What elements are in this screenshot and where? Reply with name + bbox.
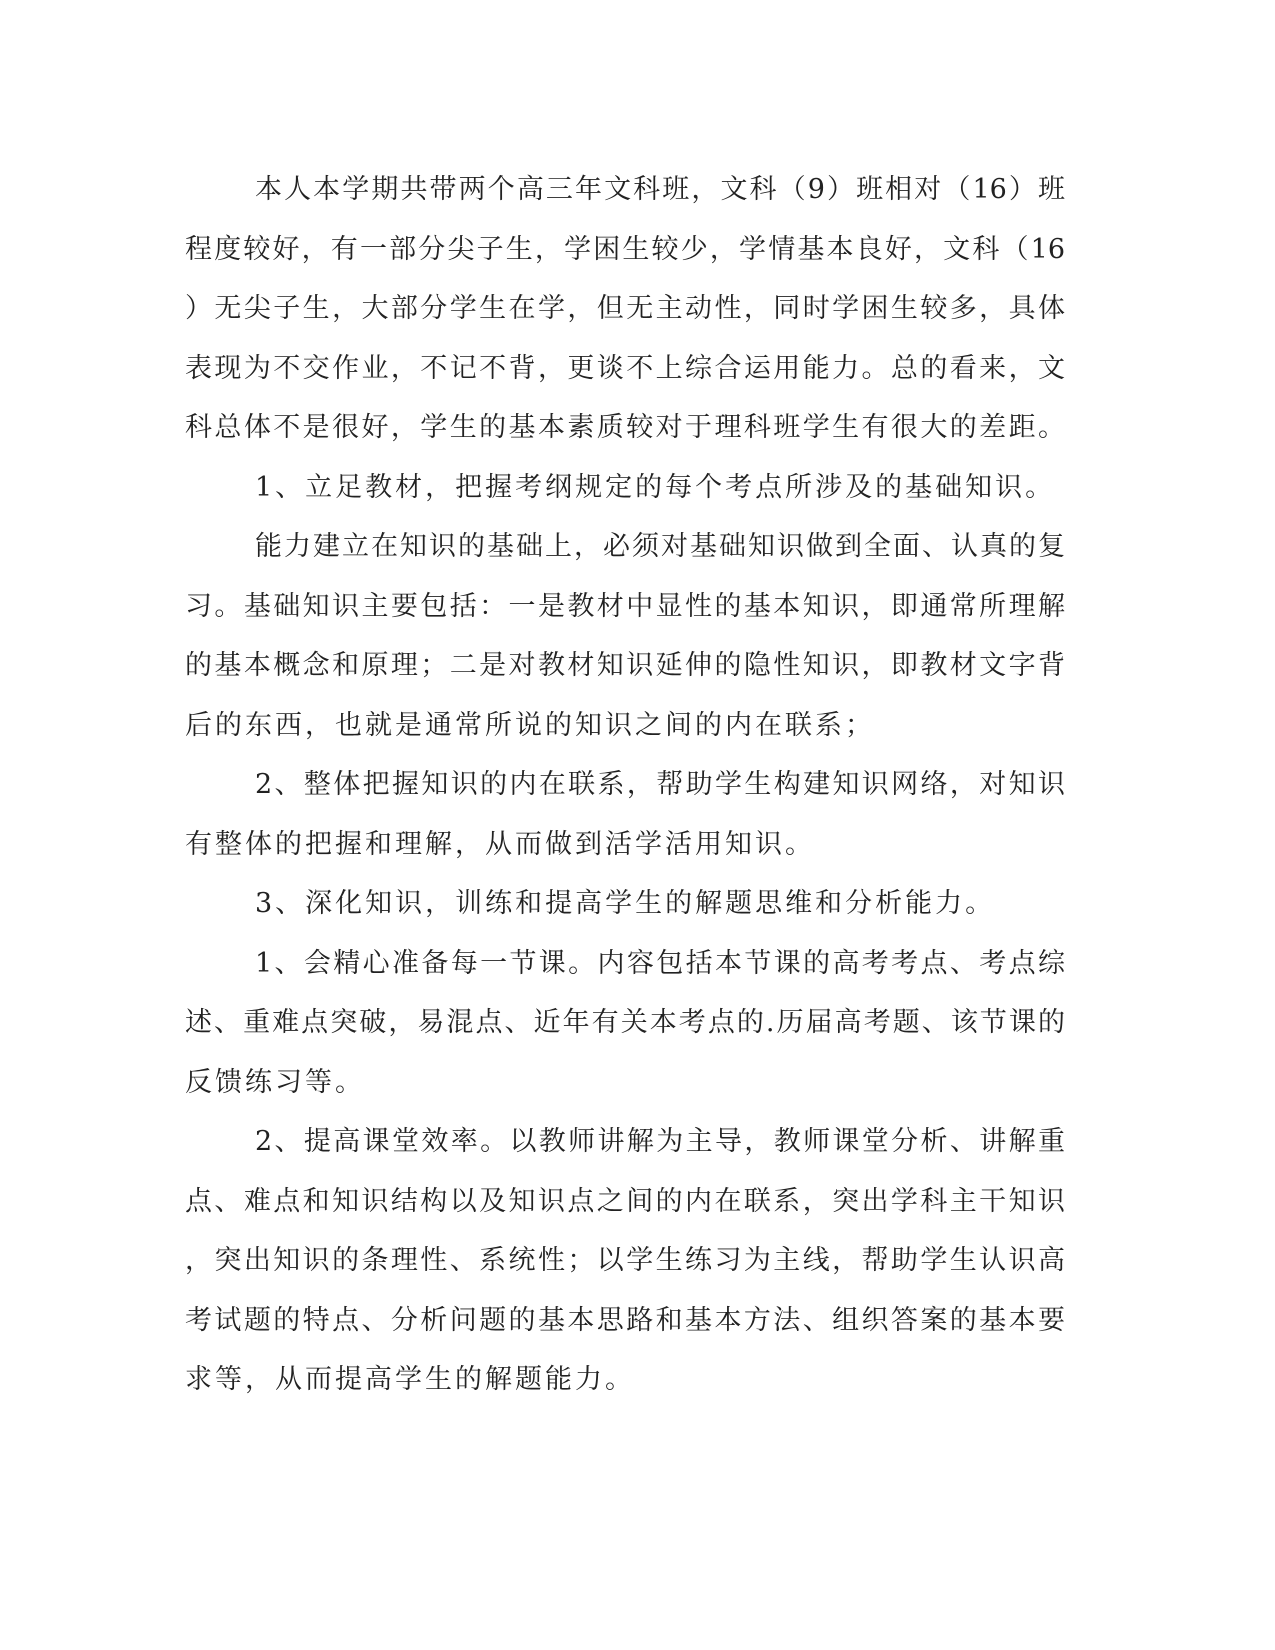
text-line: 述、重难点突破，易混点、近年有关本考点的.历届高考题、该节课的 <box>185 1007 1065 1038</box>
text-line: 1、会精心准备每一节课。内容包括本节课的高考考点、考点综 <box>255 947 1065 979</box>
text-line: 表现为不交作业，不记不背，更谈不上综合运用能力。总的看来，文 <box>185 352 1065 384</box>
text-line: 能力建立在知识的基础上，必须对基础知识做到全面、认真的复 <box>255 531 1065 562</box>
text-line: 2、提高课堂效率。以教师讲解为主导，教师课堂分析、讲解重 <box>255 1126 1065 1157</box>
text-line: 点、难点和知识结构以及知识点之间的内在联系，突出学科主干知识 <box>185 1185 1065 1217</box>
text-line: 本人本学期共带两个高三年文科班，文科（9）班相对（16）班 <box>255 174 1065 205</box>
text-line: 程度较好，有一部分尖子生，学困生较少，学情基本良好，文科（16 <box>185 233 1065 265</box>
text-line: 2、整体把握知识的内在联系，帮助学生构建知识网络，对知识 <box>255 769 1065 800</box>
text-line: 后的东西，也就是通常所说的知识之间的内在联系； <box>185 709 875 741</box>
text-line: ）无尖子生，大部分学生在学，但无主动性，同时学困生较多，具体 <box>185 293 1065 324</box>
text-line: 求等，从而提高学生的解题能力。 <box>185 1364 635 1395</box>
text-line: 考试题的特点、分析问题的基本思路和基本方法、组织答案的基本要 <box>185 1304 1065 1336</box>
text-line: 科总体不是很好，学生的基本素质较对于理科班学生有很大的差距。 <box>185 412 1065 443</box>
document-page <box>185 160 1065 1410</box>
text-line: 的基本概念和原理；二是对教材知识延伸的隐性知识，即教材文字背 <box>185 650 1065 681</box>
text-line: 1、立足教材，把握考纲规定的每个考点所涉及的基础知识。 <box>255 471 1056 503</box>
text-line: 3、深化知识，训练和提高学生的解题思维和分析能力。 <box>255 888 996 919</box>
text-line: 有整体的把握和理解，从而做到活学活用知识。 <box>185 828 815 860</box>
text-line: 反馈练习等。 <box>185 1066 365 1098</box>
text-line: 习。基础知识主要包括：一是教材中显性的基本知识，即通常所理解 <box>185 590 1065 622</box>
text-line: ，突出知识的条理性、系统性；以学生练习为主线，帮助学生认识高 <box>185 1245 1065 1276</box>
